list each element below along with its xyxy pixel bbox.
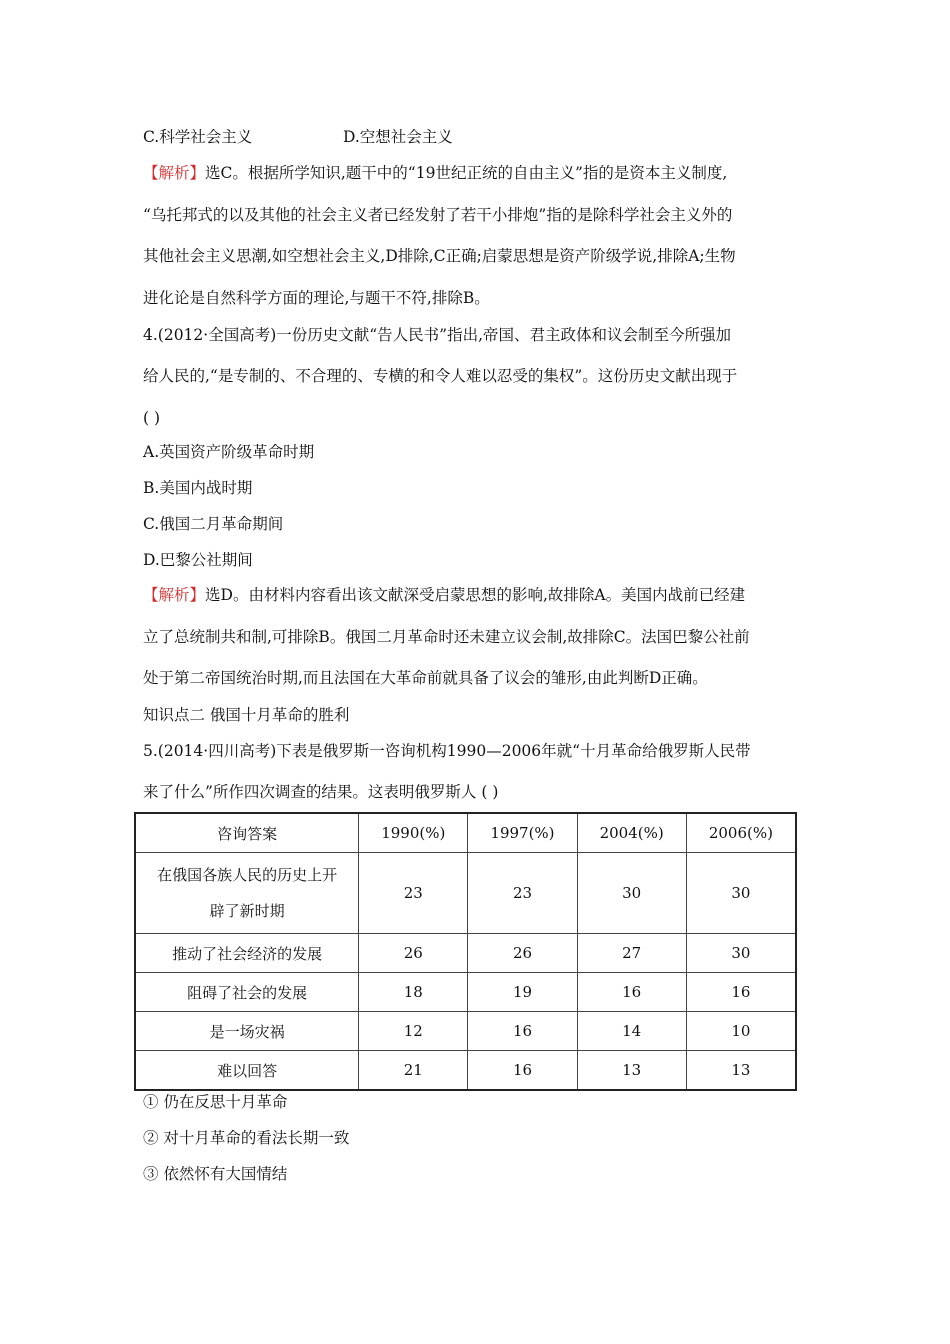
table-cell: 14 xyxy=(577,1012,686,1051)
q4-analysis-line-3: 处于第二帝国统治时期,而且法国在大革命前就具备了议会的雏形,由此判断D正确。 xyxy=(143,669,708,687)
survey-table xyxy=(134,812,797,1091)
q3-option-d: D.空想社会主义 xyxy=(343,128,453,146)
table-row-label: 阻碍了社会的发展 xyxy=(135,973,359,1012)
table-cell: 23 xyxy=(359,853,468,934)
table-header-cell: 2006(%) xyxy=(686,813,796,853)
q4-option-a: A.英国资产阶级革命时期 xyxy=(143,443,315,461)
table-row xyxy=(135,1051,796,1091)
q5-statement-2: ② 对十月革命的看法长期一致 xyxy=(143,1129,350,1147)
q4-answer-blank: ( ) xyxy=(143,409,161,427)
table-cell: 16 xyxy=(468,1012,577,1051)
table-cell: 30 xyxy=(686,853,796,934)
q4-option-c: C.俄国二月革命期间 xyxy=(143,515,284,533)
q3-option-c: C.科学社会主义 xyxy=(143,128,253,146)
q5-stem-line-2: 来了什么”所作四次调查的结果。这表明俄罗斯人 ( ) xyxy=(143,783,499,801)
q3-options-row xyxy=(143,127,453,147)
table-row-label: 难以回答 xyxy=(135,1051,359,1091)
q3-analysis-line-3: 其他社会主义思潮,如空想社会主义,D排除,C正确;启蒙思想是资产阶级学说,排除A;生物 xyxy=(143,247,736,265)
analysis-text: 选D。由材料内容看出该文献深受启蒙思想的影响,故排除A。美国内战前已经建 xyxy=(205,586,746,604)
table-cell: 27 xyxy=(577,934,686,973)
q4-option-b: B.美国内战时期 xyxy=(143,479,253,497)
analysis-tag: 【解析】 xyxy=(143,164,206,182)
q3-analysis-line-2: “乌托邦式的以及其他的社会主义者已经发射了若干小排炮”指的是除科学社会主义外的 xyxy=(143,206,733,224)
table-row-label: 推动了社会经济的发展 xyxy=(135,934,359,973)
table-cell: 16 xyxy=(577,973,686,1012)
table-row-label xyxy=(135,853,359,934)
table-cell: 12 xyxy=(359,1012,468,1051)
table-header-cell: 1990(%) xyxy=(359,813,468,853)
table-row-label: 是一场灾祸 xyxy=(135,1012,359,1051)
q5-statement-1: ① 仍在反思十月革命 xyxy=(143,1093,288,1111)
table-cell: 16 xyxy=(468,1051,577,1091)
analysis-tag: 【解析】 xyxy=(143,586,206,604)
table-row-label-line: 在俄国各族人民的历史上开 xyxy=(157,866,338,884)
table-row xyxy=(135,934,796,973)
table-row-label-line: 辟了新时期 xyxy=(209,902,285,920)
q3-analysis-line-4: 进化论是自然科学方面的理论,与题干不符,排除B。 xyxy=(143,289,490,307)
table-cell: 18 xyxy=(359,973,468,1012)
q4-stem-line-2: 给人民的,“是专制的、不合理的、专横的和令人难以忍受的集权”。这份历史文献出现于 xyxy=(143,367,738,385)
table-cell: 30 xyxy=(686,934,796,973)
table-cell: 10 xyxy=(686,1012,796,1051)
q3-analysis-line-1 xyxy=(143,163,727,183)
table-cell: 16 xyxy=(686,973,796,1012)
table-header-cell: 1997(%) xyxy=(468,813,577,853)
table-row xyxy=(135,853,796,934)
table-cell: 26 xyxy=(359,934,468,973)
q4-option-d: D.巴黎公社期间 xyxy=(143,551,253,569)
table-row xyxy=(135,973,796,1012)
table-cell: 23 xyxy=(468,853,577,934)
table-cell: 13 xyxy=(577,1051,686,1091)
table-header-cell: 2004(%) xyxy=(577,813,686,853)
table-cell: 26 xyxy=(468,934,577,973)
q5-statement-3: ③ 依然怀有大国情结 xyxy=(143,1165,288,1183)
q4-stem-line-1: 4.(2012·全国高考)一份历史文献“告人民书”指出,帝国、君主政体和议会制至今所强加 xyxy=(143,326,732,344)
q4-analysis-line-1 xyxy=(143,585,745,605)
table-header-row xyxy=(135,813,796,853)
table-row xyxy=(135,1012,796,1051)
table-cell: 19 xyxy=(468,973,577,1012)
table-cell: 30 xyxy=(577,853,686,934)
table-cell: 13 xyxy=(686,1051,796,1091)
q5-stem-line-1: 5.(2014·四川高考)下表是俄罗斯一咨询机构1990—2006年就“十月革命给俄罗斯人民带 xyxy=(143,742,751,760)
q4-analysis-line-2: 立了总统制共和制,可排除B。俄国二月革命时还未建立议会制,故排除C。法国巴黎公社前 xyxy=(143,628,750,646)
analysis-text: 选C。根据所学知识,题干中的“19世纪正统的自由主义”指的是资本主义制度, xyxy=(205,164,728,182)
table-cell: 21 xyxy=(359,1051,468,1091)
table-header-cell: 咨询答案 xyxy=(135,813,359,853)
section-title: 知识点二 俄国十月革命的胜利 xyxy=(143,706,350,724)
